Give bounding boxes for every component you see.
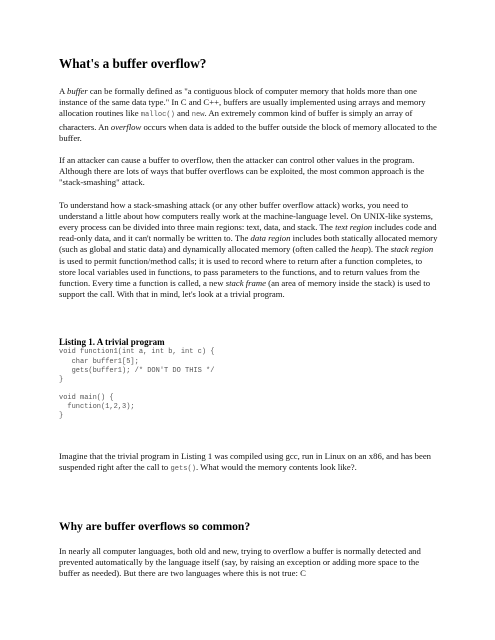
section-heading-why-common: Why are buffer overflows so common? — [59, 519, 251, 533]
code-line: function(1,2,3); — [59, 403, 135, 412]
code-line: } — [59, 412, 64, 421]
text-run: is used to permit function/method calls; it is used to record where to return after a function completes, to store local variables used in functions, to pass parameters to the functions, and to return values from the function. Every time a function is called, a new — [59, 255, 423, 289]
text-run: To understand how a stack-smashing attack (or any other buffer overflow attack) works, you need to understand a little about how computers really work at the machine-language level. On UNIX-like systems, every process can be divided into three main regions: text, data, and stack. The — [59, 199, 433, 233]
document-page — [59, 56, 439, 579]
code-line: } — [59, 375, 64, 384]
emphasis-heap: heap — [351, 244, 369, 255]
emphasis-overflow: overflow — [110, 121, 142, 132]
paragraph-attacker: If an attacker can cause a buffer to overflow, then the attacker can control other values in the program. Although there are lots of ways that buffer overflows can be exploited, the most common approach is the "stack-smashing" attack. — [59, 155, 425, 188]
text-run: can be formally defined as "a contiguous block of computer memory that holds more than one instance of the same data type." In C and C++, buffers are usually implemented using arrays and memory allocation routines like — [59, 86, 426, 119]
code-malloc: malloc() — [140, 111, 175, 120]
paragraph-imagine — [59, 451, 439, 475]
text-run: and — [174, 108, 192, 119]
code-gets: gets() — [170, 465, 196, 474]
text-run: includes both statically allocated memory (such as global and static data) and dynamically allocated memory (often called the — [59, 233, 438, 255]
text-run: Imagine that the trivial program in Listing 1 was compiled using gcc, run in Linux on an x86, and has been suspended right after the call to — [59, 451, 432, 473]
text-run: . An extremely common kind of buffer is simply an array of characters. An — [59, 108, 413, 132]
paragraph-languages: In nearly all computer languages, both old and new, trying to overflow a buffer is normally detected and prevented automatically by the language itself (say, by raising an exception or adding more space to the buffer as needed). But there are two languages where this is not true: C — [59, 545, 421, 579]
emphasis-stack-frame: stack frame — [225, 278, 266, 289]
listing-title: Listing 1. A trivial program — [59, 337, 165, 348]
paragraph-memory-regions — [59, 200, 439, 301]
emphasis-stack-region: stack region — [390, 244, 434, 255]
emphasis-text-region: text region — [335, 222, 373, 233]
emphasis-buffer: buffer — [66, 86, 88, 96]
page-title: What's a buffer overflow? — [59, 56, 207, 71]
text-run: occurs when data is added to the buffer outside the block of memory allocated to the buffer. — [59, 121, 437, 143]
emphasis-data-region: data region — [250, 233, 291, 244]
text-run: . What would the memory contents look like?. — [196, 462, 357, 473]
text-run: includes code and read-only data, and it can't normally be written to. The — [59, 222, 437, 244]
code-new: new — [191, 111, 205, 120]
text-run: (an area of memory inside the stack) is used to support the call. With that in mind, let's look at a trivial program. — [59, 278, 431, 300]
text-run: ). The — [368, 244, 391, 255]
text-run: A — [59, 86, 67, 96]
code-line: char buffer1[5]; — [59, 357, 139, 366]
code-listing — [59, 348, 439, 421]
code-line: void function1(int a, int b, int c) { — [59, 348, 215, 357]
code-line: gets(buffer1); /* DON'T DO THIS */ — [59, 366, 215, 375]
code-line: void main() { — [59, 393, 114, 402]
paragraph-buffer-definition — [59, 86, 439, 144]
